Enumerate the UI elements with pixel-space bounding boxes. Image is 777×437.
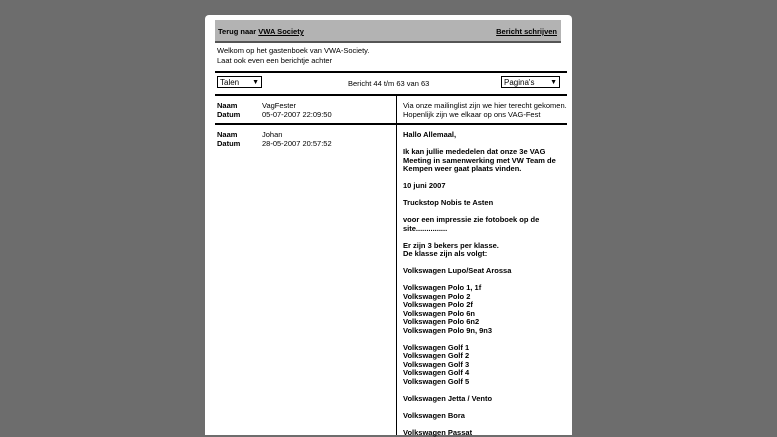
guestbook-page bbox=[205, 15, 572, 435]
controls-row bbox=[217, 76, 560, 90]
back-link[interactable]: VWA Society bbox=[258, 27, 304, 36]
entry-message: Hallo Allemaal, Ik kan jullie mededelen dat onze 3e VAG Meeting in samenwerking met VW Team de Kempen weer gaat plaats vinden. 10 juni 2007 Truckstop Nobis te Asten voor een impressie zie fotoboek op de site............... Er zijn 3 bekers per klasse. De klasse zijn als volgt: Volkswagen Lupo/Seat Arossa Volkswagen Polo 1, 1f Volkswagen Polo 2 Volkswagen Polo 2f Volkswagen Polo 6n Volkswagen Polo 6n2 Volkswagen Polo 9n, 9n3 Volkswagen Golf 1 Volkswagen Golf 2 Volkswagen Golf 3 Volkswagen Golf 4 Volkswagen Golf 5 Volkswagen Jetta / Vento Volkswagen Bora Volkswagen Passat bbox=[403, 130, 556, 437]
write-message-link[interactable]: Bericht schrijven bbox=[496, 27, 557, 36]
date-label: Datum bbox=[217, 138, 241, 148]
welcome-text bbox=[217, 46, 369, 66]
name-label: Naam bbox=[217, 130, 238, 139]
entry-message: Via onze mailinglist zijn we hier terecht gekomen. Hopenlijk zijn we elkaar op ons VAG-Fest bbox=[403, 101, 567, 119]
guestbook-entry bbox=[215, 96, 567, 123]
pages-select-value: Pagina's bbox=[504, 78, 535, 87]
pager-text: Bericht 44 t/m 63 van 63 bbox=[348, 79, 430, 88]
pages-select[interactable] bbox=[501, 76, 560, 88]
column-divider bbox=[396, 96, 397, 123]
top-bar bbox=[215, 20, 561, 43]
write-nav bbox=[496, 27, 557, 36]
entry-name: Johan bbox=[262, 130, 283, 139]
entry-name: VagFester bbox=[262, 101, 297, 110]
guestbook-entry bbox=[215, 125, 567, 435]
date-label: Datum bbox=[217, 109, 241, 119]
welcome-line-2: Laat ook even een berichtje achter bbox=[217, 56, 333, 65]
column-divider bbox=[396, 125, 397, 435]
entry-meta bbox=[217, 102, 332, 119]
chevron-down-icon: ▼ bbox=[252, 79, 259, 86]
divider bbox=[215, 71, 567, 73]
welcome-line-1: Welkom op het gastenboek van VWA-Society. bbox=[217, 46, 370, 55]
back-nav bbox=[218, 27, 304, 36]
chevron-down-icon: ▼ bbox=[550, 79, 557, 86]
back-prefix: Terug naar bbox=[218, 27, 257, 36]
language-select-value: Talen bbox=[220, 78, 240, 87]
entry-date: 05-07-2007 22:09:50 bbox=[262, 109, 332, 119]
language-select[interactable] bbox=[217, 76, 262, 88]
entry-date: 28-05-2007 20:57:52 bbox=[262, 138, 332, 148]
name-label: Naam bbox=[217, 101, 238, 110]
entry-meta bbox=[217, 131, 332, 148]
